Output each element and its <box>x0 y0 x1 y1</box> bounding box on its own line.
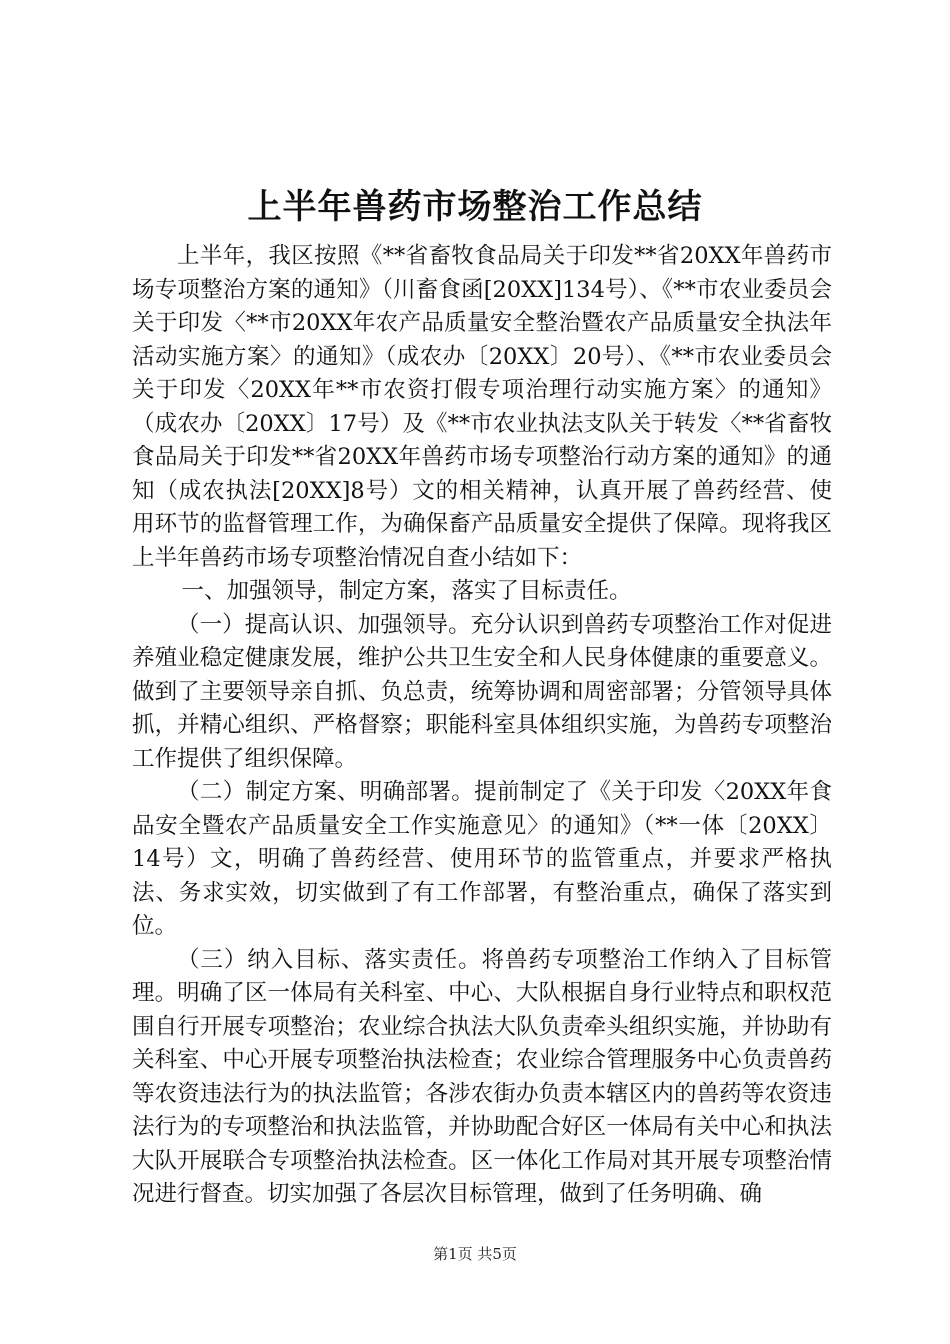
document-title: 上半年兽药市场整治工作总结 <box>247 187 703 227</box>
paragraph-intro: 上半年，我区按照《**省畜牧食品局关于印发**省20XX年兽药市场专项整治方案的通知》（川畜食函[20XX]134号）、《**市农业委员会关于印发〈**市20XX年农产品质量安全整治暨农产品质量安全执法年活动实施方案〉的通知》（成农办〔20XX〕20号）、《**市农业委员会关于印发〈20XX年**市农资打假专项治理行动实施方案〉的通知》（成农办〔20XX〕17号）及《**市农业执法支队关于转发〈**省畜牧食品局关于印发**省20XX年兽药市场专项整治行动方案的通知》的通知（成农执法[20XX]8号）文的相关精神，认真开展了兽药经营、使用环节的监督管理工作，为确保畜产品质量安全提供了保障。现将我区上半年兽药市场专项整治情况自查小结如下： <box>132 243 832 571</box>
paragraph-1-1: （一）提高认识、加强领导。充分认识到兽药专项整治工作对促进养殖业稳定健康发展，维护公共卫生安全和人民身体健康的重要意义。做到了主要领导亲自抓、负总责，统筹协调和周密部署；分管领导具体抓，并精心组织、严格督察；职能科室具体组织实施，为兽药专项整治工作提供了组织保障。 <box>132 611 832 772</box>
paragraph-1-2: （二）制定方案、明确部署。提前制定了《关于印发〈20XX年食品安全暨农产品质量安全工作实施意见〉的通知》（**一体〔20XX〕14号）文，明确了兽药经营、使用环节的监管重点，并要求严格执法、务求实效，切实做到了有工作部署，有整治重点，确保了落实到位。 <box>132 779 832 939</box>
section-heading-1: 一、加强领导，制定方案，落实了目标责任。 <box>181 578 632 604</box>
paragraph-1-3: （三）纳入目标、落实责任。将兽药专项整治工作纳入了目标管理。明确了区一体局有关科室、中心、大队根据自身行业特点和职权范围自行开展专项整治；农业综合执法大队负责牵头组织实施，并协助有关科室、中心开展专项整治执法检查；农业综合管理服务中心负责兽药等农资违法行为的执法监管；各涉农街办负责本辖区内的兽药等农资违法行为的专项整治和执法监管，并协助配合好区一体局有关中心和执法大队开展联合专项整治执法检查。区一体化工作局对其开展专项整治情况进行督查。切实加强了各层次目标管理，做到了任务明确、确 <box>132 946 832 1207</box>
page-footer: 第1页 共5页 <box>433 1245 517 1263</box>
document-body <box>132 240 832 1212</box>
